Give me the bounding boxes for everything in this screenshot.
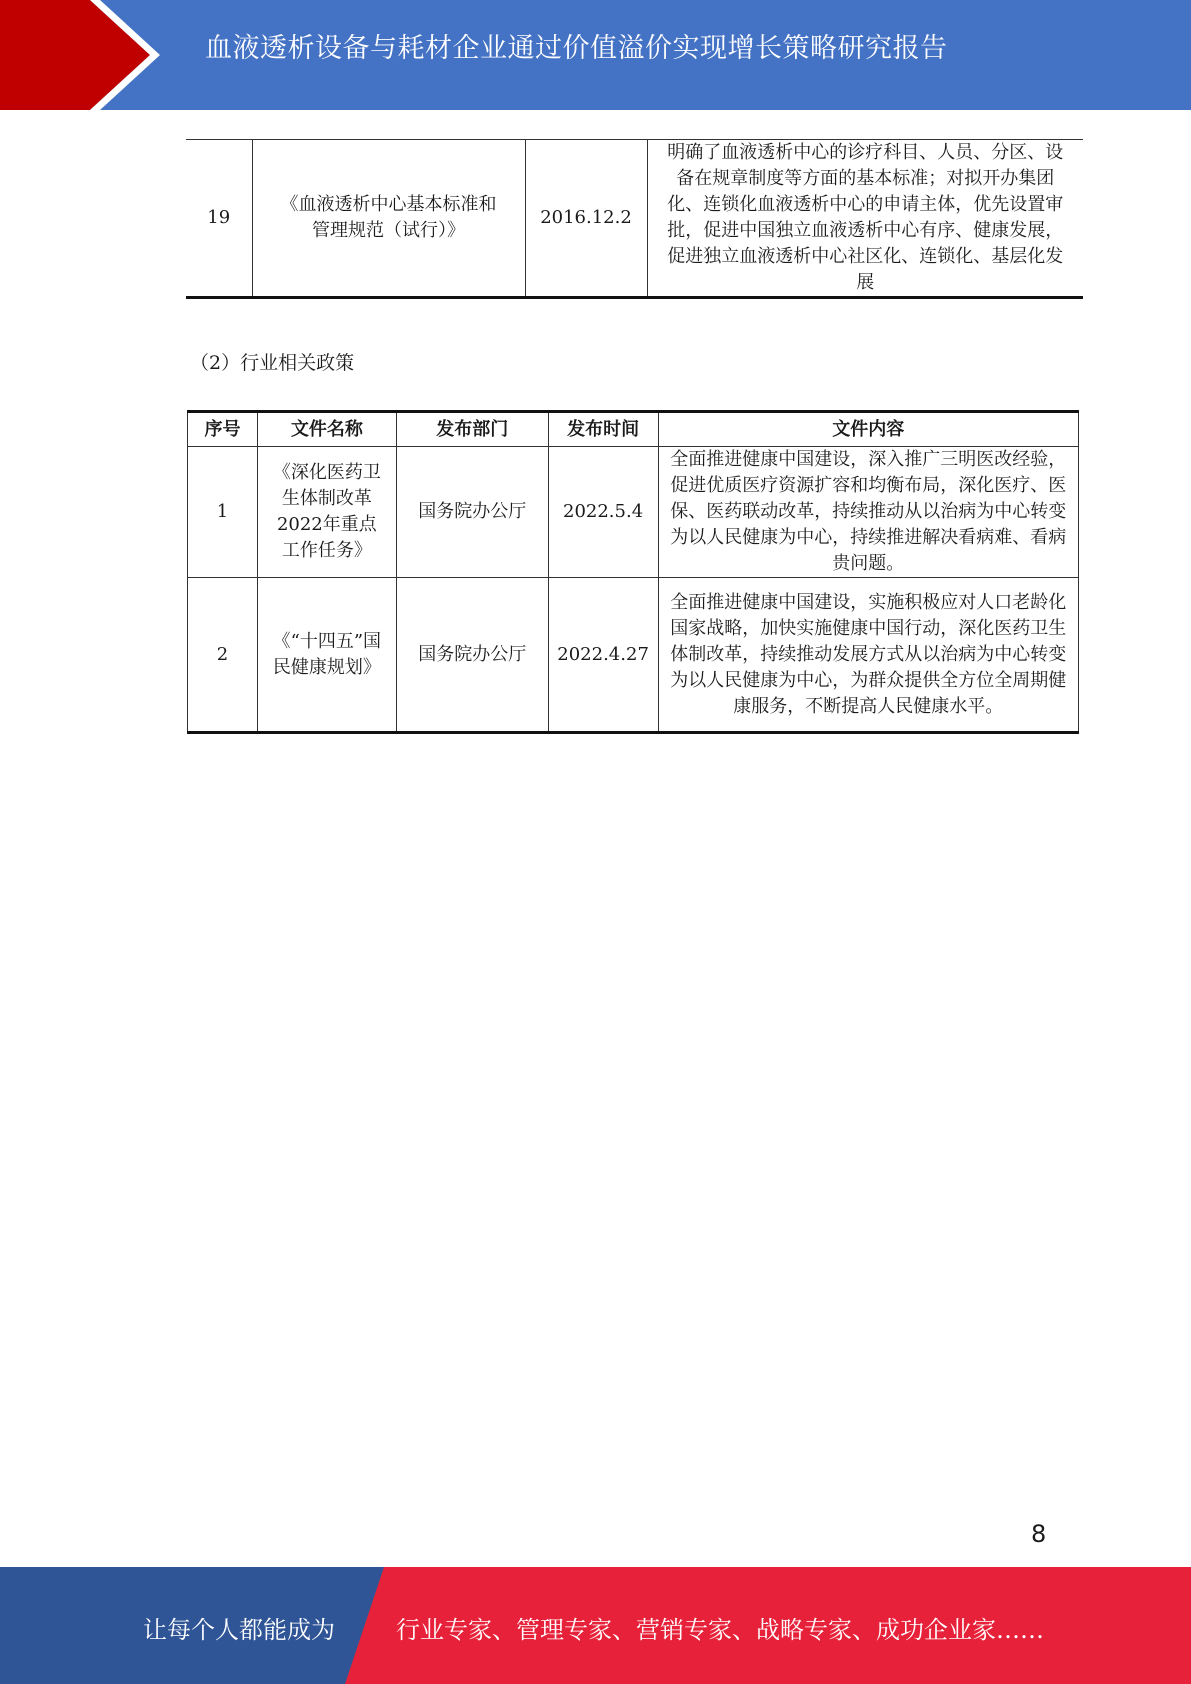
document-content: 全面推进健康中国建设，深入推广三明医改经验，促进优质医疗资源扩容和均衡布局，深化医疗、医保、医药联动改革，持续推动从以治病为中心转变为以人民健康为中心，持续推进解决看病难、看病贵问题。 [658,447,1078,578]
publish-dept: 国务院办公厅 [396,447,548,578]
page-header [0,0,1191,110]
table-row [186,140,1083,298]
industry-policy-table [187,410,1079,734]
header-arrow-decoration [0,0,200,110]
document-name: 《血液透析中心基本标准和管理规范（试行）》 [252,140,525,298]
header-dept: 发布部门 [396,412,548,447]
document-name: 《“十四五”国民健康规划》 [257,578,396,733]
table-row [188,447,1079,578]
report-title: 血液透析设备与耗材企业通过价值溢价实现增长策略研究报告 [205,33,948,64]
publish-date: 2022.4.27 [548,578,658,733]
page-number: 8 [1031,1520,1047,1548]
continued-policy-table [186,139,1083,299]
section-heading: （2）行业相关政策 [190,352,355,374]
publish-dept: 国务院办公厅 [396,578,548,733]
header-date: 发布时间 [548,412,658,447]
table-row [188,578,1079,733]
row-number: 1 [188,447,258,578]
header-content: 文件内容 [658,412,1078,447]
footer-slogan-right: 行业专家、管理专家、营销专家、战略专家、成功企业家…… [396,1616,1044,1644]
publish-date: 2022.5.4 [548,447,658,578]
page-footer [0,1567,1191,1684]
table-header-row [188,412,1079,447]
header-name: 文件名称 [257,412,396,447]
publish-date: 2016.12.2 [525,140,647,298]
footer-slogan-left: 让每个人都能成为 [143,1616,335,1644]
header-no: 序号 [188,412,258,447]
document-name: 《深化医药卫生体制改革2022年重点工作任务》 [257,447,396,578]
row-number: 2 [188,578,258,733]
document-content: 全面推进健康中国建设，实施积极应对人口老龄化国家战略，加快实施健康中国行动，深化医药卫生体制改革，持续推动发展方式从以治病为中心转变为以人民健康为中心，为群众提供全方位全周期健康服务，不断提高人民健康水平。 [658,578,1078,733]
row-number: 19 [186,140,252,298]
document-content: 明确了血液透析中心的诊疗科目、人员、分区、设备在规章制度等方面的基本标准；对拟开办集团化、连锁化血液透析中心的申请主体，优先设置审批，促进中国独立血液透析中心有序、健康发展，促进独立血液透析中心社区化、连锁化、基层化发展 [647,140,1083,298]
